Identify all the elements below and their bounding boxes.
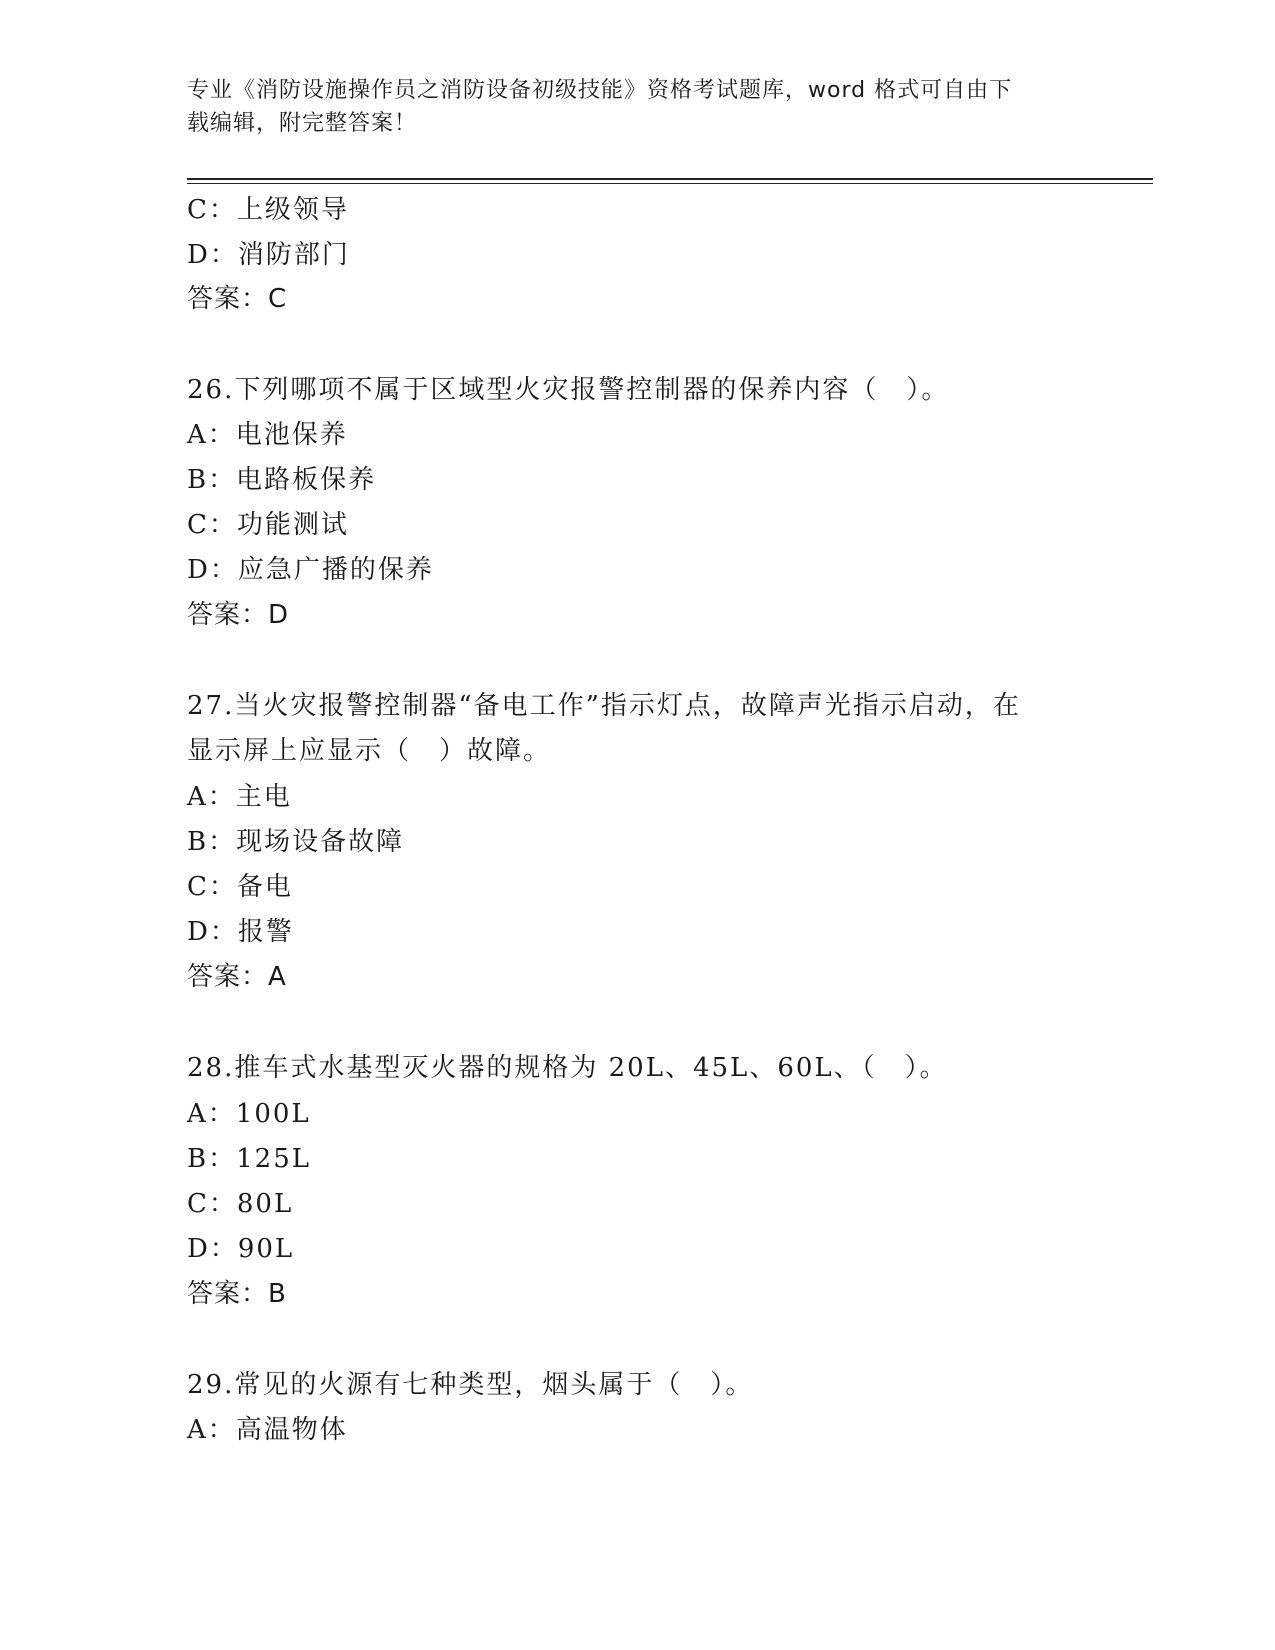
header-divider-thin bbox=[187, 183, 1153, 184]
option-d-q26: D：应急广播的保养 bbox=[187, 555, 434, 585]
option-b-q26: B：电路板保养 bbox=[187, 465, 377, 495]
question-28: 28.推车式水基型灭火器的规格为 20L、45L、60L、（ ）。 bbox=[187, 1053, 948, 1083]
option-a-q27: A：主电 bbox=[187, 782, 292, 812]
option-d-q28: D：90L bbox=[187, 1234, 295, 1264]
option-d-q25: D：消防部门 bbox=[187, 240, 350, 270]
option-b-q28: B：125L bbox=[187, 1144, 311, 1174]
question-26: 26.下列哪项不属于区域型火灾报警控制器的保养内容（ ）。 bbox=[187, 375, 950, 405]
option-a-q29: A：高温物体 bbox=[187, 1415, 348, 1445]
option-c-q27: C：备电 bbox=[187, 872, 293, 902]
option-a-q28: A：100L bbox=[187, 1099, 311, 1129]
answer-q27: 答案：A bbox=[187, 962, 287, 992]
document-header bbox=[187, 74, 1077, 140]
question-29: 29.常见的火源有七种类型，烟头属于（ ）。 bbox=[187, 1370, 754, 1400]
option-b-q27: B：现场设备故障 bbox=[187, 827, 405, 857]
answer-q25: 答案：C bbox=[187, 284, 288, 314]
header-text-line-1: 专业《消防设施操作员之消防设备初级技能》资格考试题库，word 格式可自由下 bbox=[187, 78, 1013, 103]
answer-q26: 答案：D bbox=[187, 600, 290, 630]
header-text-line-2: 载编辑，附完整答案！ bbox=[187, 111, 418, 136]
header-divider-thick bbox=[187, 178, 1153, 180]
option-c-q28: C：80L bbox=[187, 1189, 294, 1219]
question-27-line-2: 显示屏上应显示（ ）故障。 bbox=[187, 736, 552, 766]
option-a-q26: A：电池保养 bbox=[187, 420, 348, 450]
option-d-q27: D：报警 bbox=[187, 917, 294, 947]
answer-q28: 答案：B bbox=[187, 1279, 287, 1309]
question-27-line-1: 27.当火灾报警控制器“备电工作”指示灯点，故障声光指示启动，在 bbox=[187, 691, 1021, 721]
option-c-q26: C：功能测试 bbox=[187, 510, 349, 540]
option-c-q25: C：上级领导 bbox=[187, 195, 349, 225]
